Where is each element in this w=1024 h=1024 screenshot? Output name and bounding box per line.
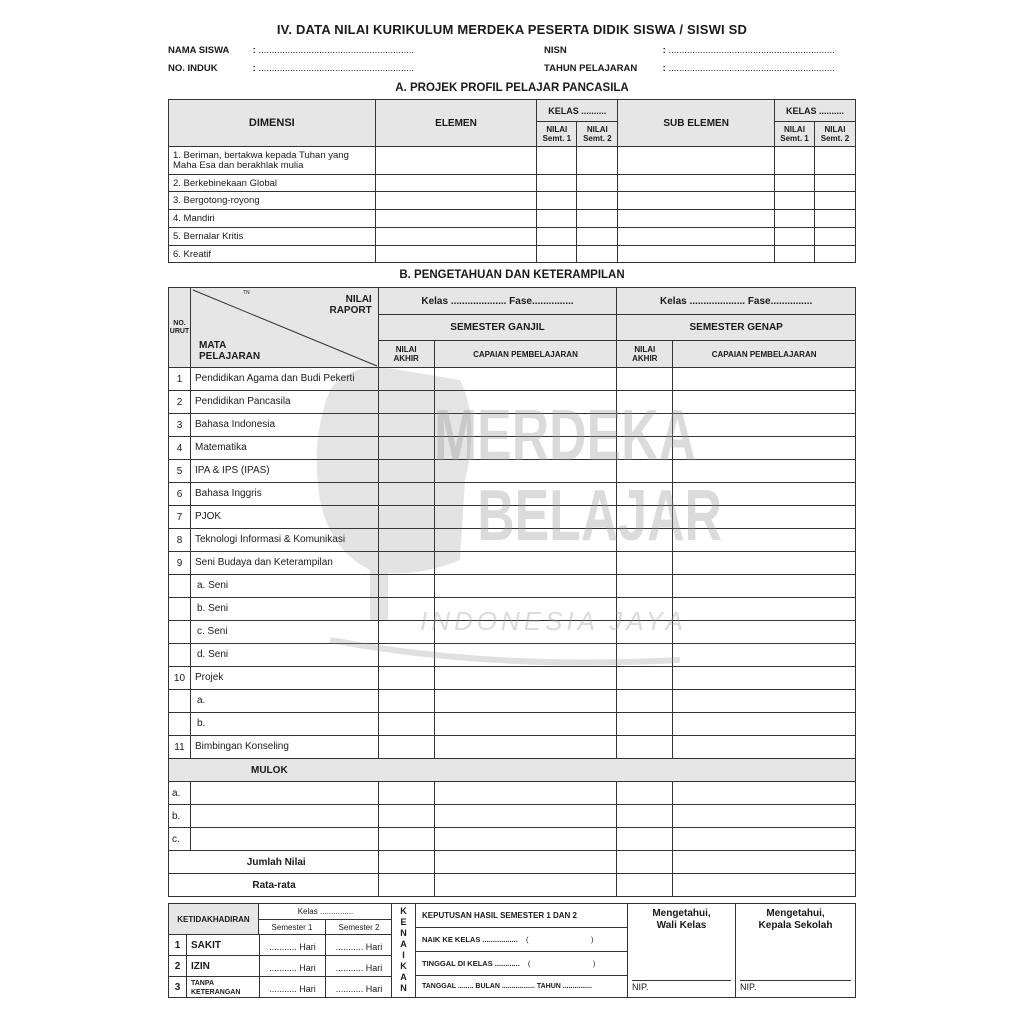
subject-row [169, 506, 856, 529]
grade-cell[interactable] [378, 644, 434, 667]
subject-rows [169, 368, 856, 759]
subject-row [169, 552, 856, 575]
grade-cell[interactable] [434, 368, 617, 391]
subject-no [169, 575, 191, 598]
no-induk-line [168, 63, 414, 74]
tinggal-di-kelas-label[interactable]: TINGGAL DI KELAS ............ [422, 959, 520, 968]
colon: : [662, 63, 666, 74]
subject-name: Seni Budaya dan Keterampilan [190, 552, 378, 575]
cell[interactable] [814, 210, 855, 228]
subject-no: 10 [169, 667, 191, 690]
cell[interactable] [814, 147, 855, 175]
grade-cell[interactable] [673, 805, 856, 828]
tahun-pelajaran-field[interactable]: ............................................................... [668, 63, 835, 74]
grade-cell[interactable] [617, 529, 673, 552]
grade-cell[interactable] [617, 575, 673, 598]
tn-label: TN [242, 290, 250, 296]
tinggal-paren: ( ) [527, 959, 596, 968]
col-kelas-2: KELAS .......... [775, 100, 856, 122]
grade-cell[interactable] [673, 782, 856, 805]
absence-row [169, 956, 392, 977]
signature-line [632, 980, 731, 981]
cell[interactable] [378, 874, 434, 897]
subject-row [169, 368, 856, 391]
subject-no: 2 [169, 391, 191, 414]
subject-no: 7 [169, 506, 191, 529]
subject-no: 3 [169, 414, 191, 437]
cell[interactable] [375, 175, 537, 192]
nama-siswa-field[interactable]: ........................................................... [258, 45, 415, 56]
naik-ke-kelas-row [416, 928, 627, 952]
subject-no [169, 598, 191, 621]
kelas-fase-genap: Kelas .................... Fase............... [617, 288, 856, 315]
subject-name: c. Seni [190, 621, 378, 644]
grade-cell[interactable] [617, 368, 673, 391]
keputusan-label: KEPUTUSAN HASIL SEMESTER 1 DAN 2 [416, 904, 627, 928]
grade-cell[interactable] [673, 667, 856, 690]
projek-profil-table [168, 99, 856, 263]
absence-label: IZIN [191, 961, 210, 972]
grade-cell[interactable] [378, 437, 434, 460]
subject-name: Pendidikan Agama dan Budi Pekerti [190, 368, 378, 391]
cell[interactable] [618, 246, 775, 263]
capaian-ganjil: CAPAIAN PEMBELAJARAN [434, 341, 617, 368]
diagonal-header [190, 288, 378, 368]
subject-no [169, 713, 191, 736]
nilai-raport-label: NILAI RAPORT [329, 294, 372, 316]
cell[interactable] [537, 210, 577, 228]
grade-cell[interactable] [378, 736, 434, 759]
subject-no: 6 [169, 483, 191, 506]
grade-cell[interactable] [434, 552, 617, 575]
grade-cell[interactable] [617, 621, 673, 644]
subject-no: 8 [169, 529, 191, 552]
subject-no: 11 [169, 736, 191, 759]
watermark-line2: BELAJAR [477, 475, 722, 557]
grade-cell[interactable] [434, 460, 617, 483]
cell[interactable] [537, 192, 577, 210]
grade-cell[interactable] [673, 460, 856, 483]
cell[interactable] [617, 851, 673, 874]
subject-name: Projek [190, 667, 378, 690]
grade-cell[interactable] [617, 460, 673, 483]
grade-cell[interactable] [617, 506, 673, 529]
subject-row [169, 713, 856, 736]
dimensi-row: 1. Beriman, bertakwa kepada Tuhan yang Maha Esa dan berakhlak mulia [169, 147, 376, 175]
grade-cell[interactable] [434, 391, 617, 414]
subject-no [169, 621, 191, 644]
grade-cell[interactable] [673, 391, 856, 414]
absence-sem2[interactable]: ........... Hari [335, 984, 383, 994]
colon: : [252, 45, 256, 56]
grade-cell[interactable] [673, 437, 856, 460]
absence-no: 3 [169, 977, 187, 998]
nilai-akhir-genap: NILAI AKHIR [617, 341, 673, 368]
absence-sem1[interactable]: ........... Hari [259, 935, 326, 956]
absence-sem1[interactable]: ........... Hari [259, 977, 326, 998]
absence-row [169, 977, 392, 998]
grade-cell[interactable] [617, 690, 673, 713]
subject-name: Matematika [190, 437, 378, 460]
subject-name: Bahasa Inggris [190, 483, 378, 506]
cell[interactable] [537, 228, 577, 246]
grade-cell[interactable] [673, 368, 856, 391]
grade-cell[interactable] [378, 391, 434, 414]
cell[interactable] [434, 874, 617, 897]
grade-cell[interactable] [378, 414, 434, 437]
grade-cell[interactable] [378, 598, 434, 621]
cell[interactable] [775, 147, 815, 175]
naik-ke-kelas-label[interactable]: NAIK KE KELAS ................. [422, 935, 518, 944]
section-a-title: A. PROJEK PROFIL PELAJAR PANCASILA [395, 82, 629, 94]
cell[interactable] [775, 192, 815, 210]
nisn-label: NISN [544, 45, 567, 56]
cell[interactable] [618, 147, 775, 175]
no-induk-label: NO. INDUK [168, 63, 218, 74]
grade-cell[interactable] [673, 690, 856, 713]
subject-name: Bahasa Indonesia [190, 414, 378, 437]
rata-rata: Rata-rata [169, 874, 379, 897]
mulok-header: MULOK [169, 759, 856, 782]
grade-cell[interactable] [434, 621, 617, 644]
grade-cell[interactable] [378, 690, 434, 713]
grade-cell[interactable] [434, 506, 617, 529]
grade-cell[interactable] [673, 598, 856, 621]
col-nilai-sem1: NILAI Semt. 1 [537, 122, 577, 147]
document-title: IV. DATA NILAI KURIKULUM MERDEKA PESERTA DIDIK SISWA / SISWI SD [276, 22, 748, 37]
grade-cell[interactable] [617, 552, 673, 575]
grade-cell[interactable] [617, 414, 673, 437]
cell[interactable] [775, 175, 815, 192]
cell[interactable] [375, 246, 537, 263]
subject-no [169, 644, 191, 667]
cell[interactable] [577, 175, 618, 192]
semester1-label: Semester 1 [259, 920, 326, 935]
kepala-sekolah-box [736, 903, 856, 998]
grade-cell[interactable] [673, 621, 856, 644]
grade-cell[interactable] [434, 736, 617, 759]
grade-cell[interactable] [378, 667, 434, 690]
subject-name: PJOK [190, 506, 378, 529]
watermark-line3: INDONESIA JAYA [420, 606, 687, 636]
grade-cell[interactable] [378, 782, 434, 805]
subject-row [169, 667, 856, 690]
tahun-pelajaran-label: TAHUN PELAJARAN [544, 63, 638, 74]
grade-cell[interactable] [190, 782, 378, 805]
subject-row [169, 690, 856, 713]
grade-cell[interactable] [434, 529, 617, 552]
grade-cell[interactable] [434, 437, 617, 460]
mulok-label: a. [169, 782, 191, 805]
kenaikan-letter: A [400, 939, 407, 949]
subject-row [169, 483, 856, 506]
cell[interactable] [434, 851, 617, 874]
grade-cell[interactable] [434, 598, 617, 621]
semester2-label: Semester 2 [326, 920, 392, 935]
tanggal-row[interactable]: TANGGAL ........ BULAN ................. TAHUN ............... [422, 983, 592, 990]
cell[interactable] [537, 175, 577, 192]
col-sub-elemen: SUB ELEMEN [618, 100, 775, 147]
dimensi-row: 2. Berkebinekaan Global [169, 175, 376, 192]
ketidakhadiran-box [168, 903, 392, 998]
pengetahuan-table [168, 287, 856, 897]
grade-cell[interactable] [378, 368, 434, 391]
grade-cell[interactable] [378, 621, 434, 644]
grade-cell[interactable] [378, 460, 434, 483]
subject-row [169, 529, 856, 552]
absence-sem2[interactable]: ........... Hari [335, 963, 383, 973]
cell[interactable] [375, 228, 537, 246]
kenaikan-letter: A [400, 972, 407, 982]
absence-row [169, 935, 392, 956]
grade-cell[interactable] [378, 828, 434, 851]
grade-cell[interactable] [617, 644, 673, 667]
grade-cell[interactable] [617, 598, 673, 621]
grade-cell[interactable] [673, 414, 856, 437]
subject-row [169, 598, 856, 621]
grade-cell[interactable] [378, 552, 434, 575]
grade-cell[interactable] [617, 828, 673, 851]
col-elemen: ELEMEN [375, 100, 537, 147]
grade-cell[interactable] [378, 506, 434, 529]
grade-cell[interactable] [617, 782, 673, 805]
grade-cell[interactable] [434, 828, 617, 851]
dimensi-row: 6. Kreatif [169, 246, 376, 263]
grade-cell[interactable] [617, 713, 673, 736]
grade-cell[interactable] [673, 575, 856, 598]
grade-cell[interactable] [378, 529, 434, 552]
absence-sem1[interactable]: ........... Hari [259, 956, 326, 977]
grade-cell[interactable] [378, 713, 434, 736]
nilai-akhir-ganjil: NILAI AKHIR [378, 341, 434, 368]
cell[interactable] [775, 228, 815, 246]
grade-cell[interactable] [617, 483, 673, 506]
nama-siswa-label: NAMA SISWA [168, 45, 230, 56]
col-kelas: KELAS .......... [537, 100, 618, 122]
mengetahui-wali: Mengetahui, Wali Kelas [652, 908, 711, 931]
subject-no: 5 [169, 460, 191, 483]
subject-no [169, 690, 191, 713]
grade-cell[interactable] [434, 805, 617, 828]
wali-kelas-box [628, 903, 736, 998]
mengetahui-kepala: Mengetahui, Kepala Sekolah [758, 908, 833, 931]
subject-row [169, 644, 856, 667]
subject-name: a. Seni [190, 575, 378, 598]
mulok-rows [169, 782, 856, 851]
grade-cell[interactable] [673, 506, 856, 529]
grade-cell[interactable] [434, 690, 617, 713]
jumlah-nilai: Jumlah Nilai [169, 851, 379, 874]
section-b-title: B. PENGETAHUAN DAN KETERAMPILAN [399, 269, 625, 281]
tinggal-di-kelas-row [416, 952, 627, 976]
subject-name: d. Seni [190, 644, 378, 667]
grade-cell[interactable] [434, 414, 617, 437]
grade-cell[interactable] [617, 667, 673, 690]
kenaikan-letter: N [400, 983, 407, 993]
cell[interactable] [673, 851, 856, 874]
nip-kepala[interactable]: NIP. [740, 982, 757, 992]
subject-row [169, 736, 856, 759]
col-dimensi: DIMENSI [169, 100, 376, 147]
kenaikan-column [392, 903, 416, 998]
cell[interactable] [618, 192, 775, 210]
col-nilai-sem2: NILAI Semt. 2 [577, 122, 618, 147]
capaian-genap: CAPAIAN PEMBELAJARAN [673, 341, 856, 368]
kenaikan-letter: K [400, 961, 407, 971]
dimensi-row: 3. Bergotong-royong [169, 192, 376, 210]
cell[interactable] [375, 147, 537, 175]
subject-no: 4 [169, 437, 191, 460]
absence-no: 2 [169, 956, 187, 977]
grade-cell[interactable] [434, 667, 617, 690]
tahun-pelajaran-line [544, 63, 835, 74]
mulok-row [169, 782, 856, 805]
grade-cell[interactable] [673, 644, 856, 667]
grade-cell[interactable] [434, 575, 617, 598]
kenaikan-letter: N [400, 928, 407, 938]
cell[interactable] [673, 874, 856, 897]
subject-name: Bimbingan Konseling [190, 736, 378, 759]
ketidakhadiran-label: KETIDAKHADIRAN [169, 904, 259, 935]
grade-cell[interactable] [434, 644, 617, 667]
grade-cell[interactable] [673, 828, 856, 851]
grade-cell[interactable] [673, 736, 856, 759]
subject-name: a. [190, 690, 378, 713]
subject-name: IPA & IPS (IPAS) [190, 460, 378, 483]
cell[interactable] [577, 228, 618, 246]
cell[interactable] [775, 246, 815, 263]
cell[interactable] [814, 228, 855, 246]
colon: : [662, 45, 666, 56]
subject-no: 9 [169, 552, 191, 575]
subject-row [169, 621, 856, 644]
semester-ganjil: SEMESTER GANJIL [378, 315, 617, 341]
grade-cell[interactable] [434, 782, 617, 805]
kenaikan-letter: K [400, 906, 407, 916]
cell[interactable] [577, 147, 618, 175]
naik-paren: ( ) [525, 935, 594, 944]
kenaikan-letter: E [400, 917, 407, 927]
mulok-label: c. [169, 828, 191, 851]
grade-cell[interactable] [617, 437, 673, 460]
cell[interactable] [577, 192, 618, 210]
subject-name: b. [190, 713, 378, 736]
dimensi-row: 5. Bernalar Kritis [169, 228, 376, 246]
absence-sem2[interactable]: ........... Hari [335, 942, 383, 952]
subject-row [169, 575, 856, 598]
cell[interactable] [378, 851, 434, 874]
mata-pelajaran-label: MATA PELAJARAN [198, 340, 261, 362]
no-induk-field[interactable]: ........................................................... [258, 63, 415, 74]
grade-cell[interactable] [673, 483, 856, 506]
grade-cell[interactable] [378, 805, 434, 828]
subject-no: 1 [169, 368, 191, 391]
grade-cell[interactable] [673, 713, 856, 736]
cell[interactable] [617, 874, 673, 897]
cell[interactable] [537, 246, 577, 263]
cell[interactable] [618, 175, 775, 192]
cell[interactable] [577, 210, 618, 228]
cell[interactable] [814, 246, 855, 263]
absence-no: 1 [169, 935, 187, 956]
kenaikan-letter: I [402, 950, 405, 960]
mulok-row [169, 828, 856, 851]
keputusan-box [416, 903, 628, 998]
grade-cell[interactable] [617, 391, 673, 414]
dimensi-row: 4. Mandiri [169, 210, 376, 228]
mulok-row [169, 805, 856, 828]
col-nilai-sem1-b: NILAI Semt. 1 [775, 122, 815, 147]
cell[interactable] [814, 175, 855, 192]
grade-cell[interactable] [673, 529, 856, 552]
subject-row [169, 460, 856, 483]
cell[interactable] [577, 246, 618, 263]
signature-line [740, 980, 851, 981]
cell[interactable] [375, 192, 537, 210]
kelas-fase-ganjil: Kelas .................... Fase............... [378, 288, 617, 315]
cell[interactable] [618, 228, 775, 246]
mulok-label: b. [169, 805, 191, 828]
subject-row [169, 391, 856, 414]
col-nilai-sem2-b: NILAI Semt. 2 [814, 122, 855, 147]
nama-siswa-line [168, 45, 414, 56]
watermark-line1: MERDEKA [434, 395, 697, 477]
grade-cell[interactable] [617, 736, 673, 759]
grade-cell[interactable] [434, 713, 617, 736]
cell[interactable] [537, 147, 577, 175]
grade-cell[interactable] [190, 828, 378, 851]
nisn-line [544, 45, 835, 56]
colon: : [252, 63, 256, 74]
subject-name: Pendidikan Pancasila [190, 391, 378, 414]
cell[interactable] [375, 210, 537, 228]
nip-wali[interactable]: NIP. [632, 982, 649, 992]
cell[interactable] [618, 210, 775, 228]
subject-name: Teknologi Informasi & Komunikasi [190, 529, 378, 552]
grade-cell[interactable] [617, 805, 673, 828]
grade-cell[interactable] [190, 805, 378, 828]
cell[interactable] [814, 192, 855, 210]
cell[interactable] [775, 210, 815, 228]
no-urut-header: NO. URUT [169, 288, 191, 368]
subject-row [169, 414, 856, 437]
grade-cell[interactable] [434, 483, 617, 506]
absence-label: SAKIT [191, 940, 221, 951]
grade-cell[interactable] [378, 483, 434, 506]
subject-row [169, 437, 856, 460]
kenaikan-letters [392, 904, 415, 994]
kelas-label: Kelas ............... [259, 904, 392, 920]
absence-label: TANPA KETERANGAN [191, 980, 241, 996]
nisn-field[interactable]: ............................................................... [668, 45, 835, 56]
subject-name: b. Seni [190, 598, 378, 621]
grade-cell[interactable] [673, 552, 856, 575]
semester-genap: SEMESTER GENAP [617, 315, 856, 341]
grade-cell[interactable] [378, 575, 434, 598]
bottom-section [168, 903, 856, 998]
